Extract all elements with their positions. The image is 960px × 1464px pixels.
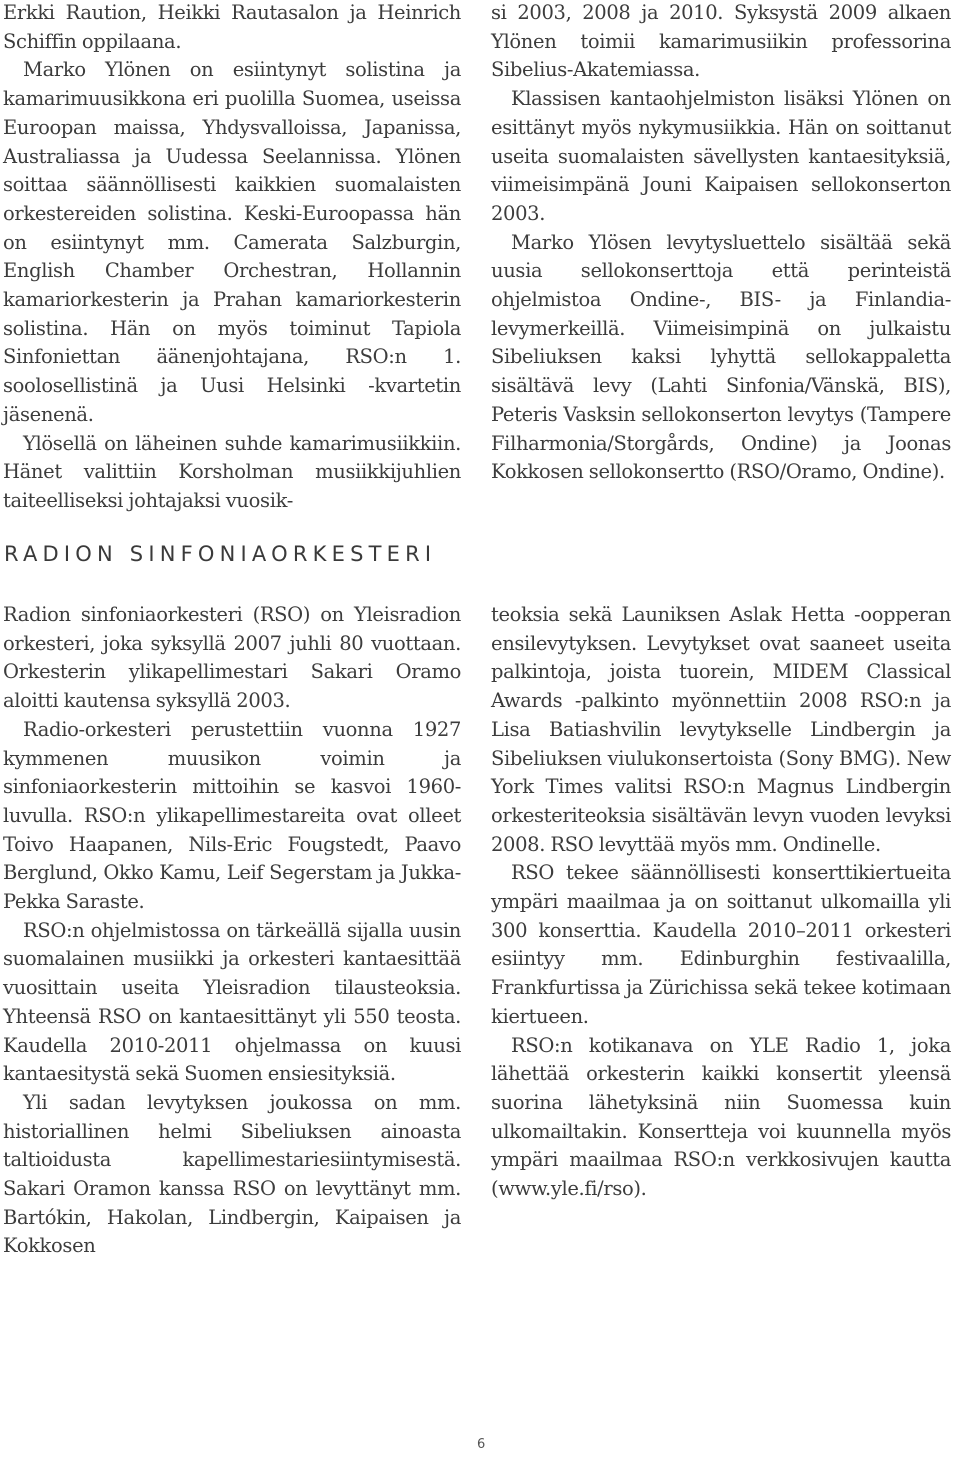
paragraph: RSO:n kotikanava on YLE Radio 1, joka lähettää orkesterin kaikki konsertit yleensä suorina lähetyksinä niin Suomessa kuin ulkomailtakin. Konsertteja voi kuunnella myös ympäri maailmaa RSO:n verkkosivujen kautta (www.yle.fi/rso). xyxy=(491,1033,951,1201)
paragraph: Klassisen kantaohjelmiston lisäksi Ylönen on esittänyt myös nykymusiikkia. Hän on soittanut useita suomalaisten sävellysten kantaesityksiä, viimeisimpänä Jouni Kaipaisen sellokonserton 2003. xyxy=(491,87,951,225)
paragraph: Ylösellä on läheinen suhde kamarimusiikkiin. Hänet valittiin Korsholman musiikkijuhlien taiteelliseksi johtajaksi vuosik- xyxy=(3,431,461,512)
paragraph: Marko Ylönen on esiintynyt solistina ja kamarimuusikkona eri puolilla Suomea, useissa Euroopan maissa, Yhdysvalloissa, Japanissa, Australiassa ja Uudessa Seelannissa. Ylönen soittaa säännöllisesti kaikkien suomalaisten orkestereiden solistina. Keski-Euroopassa hän on esiintynyt mm. Camerata Salzburgin, English Chamber Orchestran, Hollannin kamariorkesterin ja Prahan kamariorkesterin solistina. Hän on myös toiminut Tapiola Sinfoniettan äänenjohtajana, RSO:n 1. soolosellistinä ja Uusi Helsinki -kvartetin jäsenenä. xyxy=(3,58,461,426)
paragraph: RSO:n ohjelmistossa on tärkeällä sijalla uusin suomalainen musiikki ja orkesteri kantaesittää vuosittain useita Yleisradion tilausteoksia. Yhteensä RSO on kantaesittänyt yli 550 teosta. Kaudella 2010-2011 ohjelmassa on kuusi kantaesitystä sekä Suomen ensiesityksiä. xyxy=(3,918,461,1086)
section-left-column xyxy=(3,601,461,1261)
section-heading: RADION SINFONIAORKESTERI xyxy=(4,542,437,566)
section-right-column xyxy=(491,601,951,1204)
top-left-column xyxy=(3,0,461,516)
paragraph: Radio-orkesteri perustettiin vuonna 1927 kymmenen muusikon voimin ja sinfoniaorkesterin mittoihin se kasvoi 1960-luvulla. RSO:n ylikapellimestareita ovat olleet Toivo Haapanen, Nils-Eric Fougstedt, Paavo Berglund, Okko Kamu, Leif Segerstam ja Jukka-Pekka Saraste. xyxy=(3,717,461,914)
top-right-column xyxy=(491,0,951,487)
paragraph: RSO tekee säännöllisesti konserttikiertueita ympäri maailmaa ja on soittanut ulkomailla yli 300 konserttia. Kaudella 2010–2011 orkesteri esiintyy mm. Edinburghin festivaalilla, Frankfurtissa ja Zürichissa sekä tekee kotimaan kiertueen. xyxy=(491,861,951,1028)
paragraph: Erkki Raution, Heikki Rautasalon ja Heinrich Schiffin oppilaana. xyxy=(3,1,461,53)
page-number: 6 xyxy=(477,1437,486,1452)
paragraph: Yli sadan levytyksen joukossa on mm. historiallinen helmi Sibeliuksen ainoasta taltioidusta kapellimestariesiintymisestä. Sakari Oramon kanssa RSO on levyttänyt mm. Bartókin, Hakolan, Lindbergin, Kaipaisen ja Kokkosen xyxy=(3,1090,461,1258)
paragraph: teoksia sekä Launiksen Aslak Hetta -oopperan ensilevytyksen. Levytykset ovat saaneet useita palkintoja, joista tuorein, MIDEM Classical Awards -palkinto myönnettiin 2008 RSO:n ja Lisa Batiashvilin levytykselle Lindbergin ja Sibeliuksen viulukonsertoista (Sony BMG). New York Times valitsi RSO:n Magnus Lindbergin orkesteriteoksia sisältävän levyn vuoden levyksi 2008. RSO levyttää myös mm. Ondinelle. xyxy=(491,603,951,856)
paragraph: Radion sinfoniaorkesteri (RSO) on Yleisradion orkesteri, joka syksyllä 2007 juhli 80 vuottaan. Orkesterin ylikapellimestari Sakari Oramo aloitti kautensa syksyllä 2003. xyxy=(3,603,461,713)
paragraph: si 2003, 2008 ja 2010. Syksystä 2009 alkaen Ylönen toimii kamarimusiikin professorina Sibelius-Akatemiassa. xyxy=(491,1,951,82)
paragraph: Marko Ylösen levytysluettelo sisältää sekä uusia sellokonserttoja että perinteistä ohjelmistoa Ondine-, BIS- ja Finlandia-levymerkeillä. Viimeisimpinä on julkaistu Sibeliuksen kaksi lyhyttä sellokappaletta sisältävä levy (Lahti Sinfonia/Vänskä, BIS), Peteris Vasksin sellokonserton levytys (Tampere Filharmonia/Storgårds, Ondine) ja Joonas Kokkosen sellokonsertto (RSO/Oramo, Ondine). xyxy=(491,230,951,484)
